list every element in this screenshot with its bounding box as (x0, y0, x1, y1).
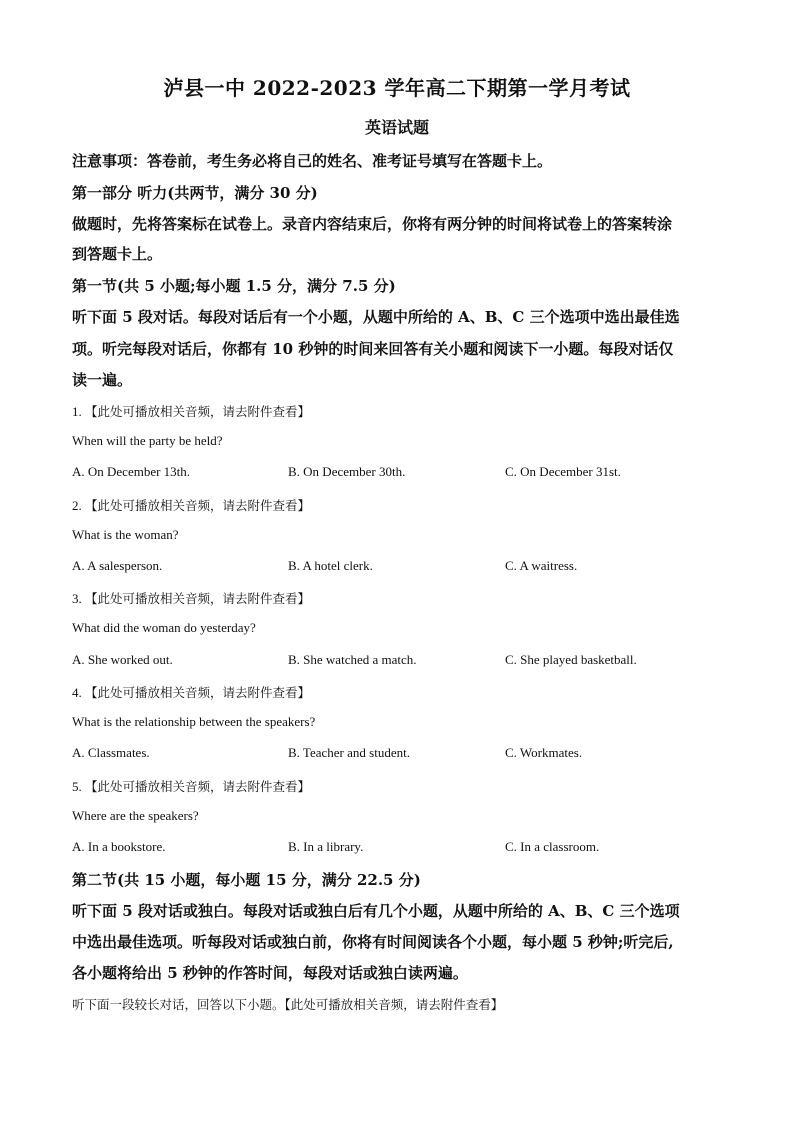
section2-directions-line3: 各小题将给出 5 秒钟的作答时间，每段对话或独白读两遍。 (72, 964, 468, 982)
question-2-option-c: C. A waitress. (505, 558, 578, 573)
audio-placeholder[interactable]: 【此处可播放相关音频，请去附件查看】 (85, 591, 311, 606)
question-5-header (72, 777, 310, 795)
section1-directions-line3: 读一遍。 (72, 371, 133, 389)
question-1-option-a: A. On December 13th. (72, 464, 191, 479)
question-number: 2. (72, 498, 82, 513)
audio-placeholder[interactable]: 【此处可播放相关音频，请去附件查看】 (85, 779, 311, 794)
section1-directions-line2: 项。听完每段对话后，你都有 10 秒钟的时间来回答有关小题和阅读下一小题。每段对话仅 (72, 340, 674, 358)
part1-instructions-line1: 做题时，先将答案标在试卷上。录音内容结束后，你将有两分钟的时间将试卷上的答案转涂 (72, 215, 673, 233)
section1-heading: 第一节(共 5 小题;每小题 1.5 分，满分 7.5 分) (72, 277, 396, 295)
question-2-header (72, 496, 310, 514)
section2-heading: 第二节(共 15 小题，每小题 15 分，满分 22.5 分) (72, 871, 421, 889)
section2-directions-line2: 中选出最佳选项。听每段对话或独白前，你将有时间阅读各个小题，每小题 5 秒钟;听完后, (72, 933, 674, 951)
question-5-option-a: A. In a bookstore. (72, 839, 166, 854)
question-2-text: What is the woman? (72, 527, 179, 542)
question-5-text: Where are the speakers? (72, 808, 199, 823)
question-4-option-c: C. Workmates. (505, 745, 583, 760)
audio-placeholder[interactable]: 【此处可播放相关音频，请去附件查看】 (85, 498, 311, 513)
part1-heading: 第一部分 听力(共两节，满分 30 分) (72, 184, 318, 202)
question-3-text: What did the woman do yesterday? (72, 620, 256, 635)
question-1-text: When will the party be held? (72, 433, 223, 448)
question-4-text: What is the relationship between the speakers? (72, 714, 316, 729)
question-2-option-a: A. A salesperson. (72, 558, 163, 573)
question-5-option-b: B. In a library. (288, 839, 364, 854)
question-4-option-b: B. Teacher and student. (288, 745, 410, 760)
question-number: 1. (72, 404, 82, 419)
question-1-option-c: C. On December 31st. (505, 464, 621, 479)
exam-title: 泸县一中 2022-2023 学年高二下期第一学月考试 (163, 76, 631, 100)
question-number: 3. (72, 591, 82, 606)
question-3-option-b: B. She watched a match. (288, 652, 417, 667)
question-2-option-b: B. A hotel clerk. (288, 558, 373, 573)
long-dialog-note[interactable]: 听下面一段较长对话，回答以下小题。【此处可播放相关音频，请去附件查看】 (72, 997, 504, 1012)
question-3-header (72, 589, 310, 607)
question-3-option-c: C. She played basketball. (505, 652, 637, 667)
notice: 注意事项：答卷前，考生务必将自己的姓名、准考证号填写在答题卡上。 (72, 152, 553, 170)
part1-instructions-line2: 到答题卡上。 (72, 245, 163, 263)
question-number: 4. (72, 685, 82, 700)
question-4-option-a: A. Classmates. (72, 745, 150, 760)
section1-directions-line1: 听下面 5 段对话。每段对话后有一个小题，从题中所给的 A、B、C 三个选项中选出最佳选 (72, 308, 680, 326)
question-number: 5. (72, 779, 82, 794)
question-1-option-b: B. On December 30th. (288, 464, 406, 479)
audio-placeholder[interactable]: 【此处可播放相关音频，请去附件查看】 (85, 404, 311, 419)
question-4-header (72, 683, 310, 701)
question-1-header (72, 402, 310, 420)
question-5-option-c: C. In a classroom. (505, 839, 600, 854)
question-3-option-a: A. She worked out. (72, 652, 173, 667)
audio-placeholder[interactable]: 【此处可播放相关音频，请去附件查看】 (85, 685, 311, 700)
exam-subtitle: 英语试题 (364, 118, 429, 137)
section2-directions-line1: 听下面 5 段对话或独白。每段对话或独白后有几个小题，从题中所给的 A、B、C 三个选项 (72, 902, 680, 920)
